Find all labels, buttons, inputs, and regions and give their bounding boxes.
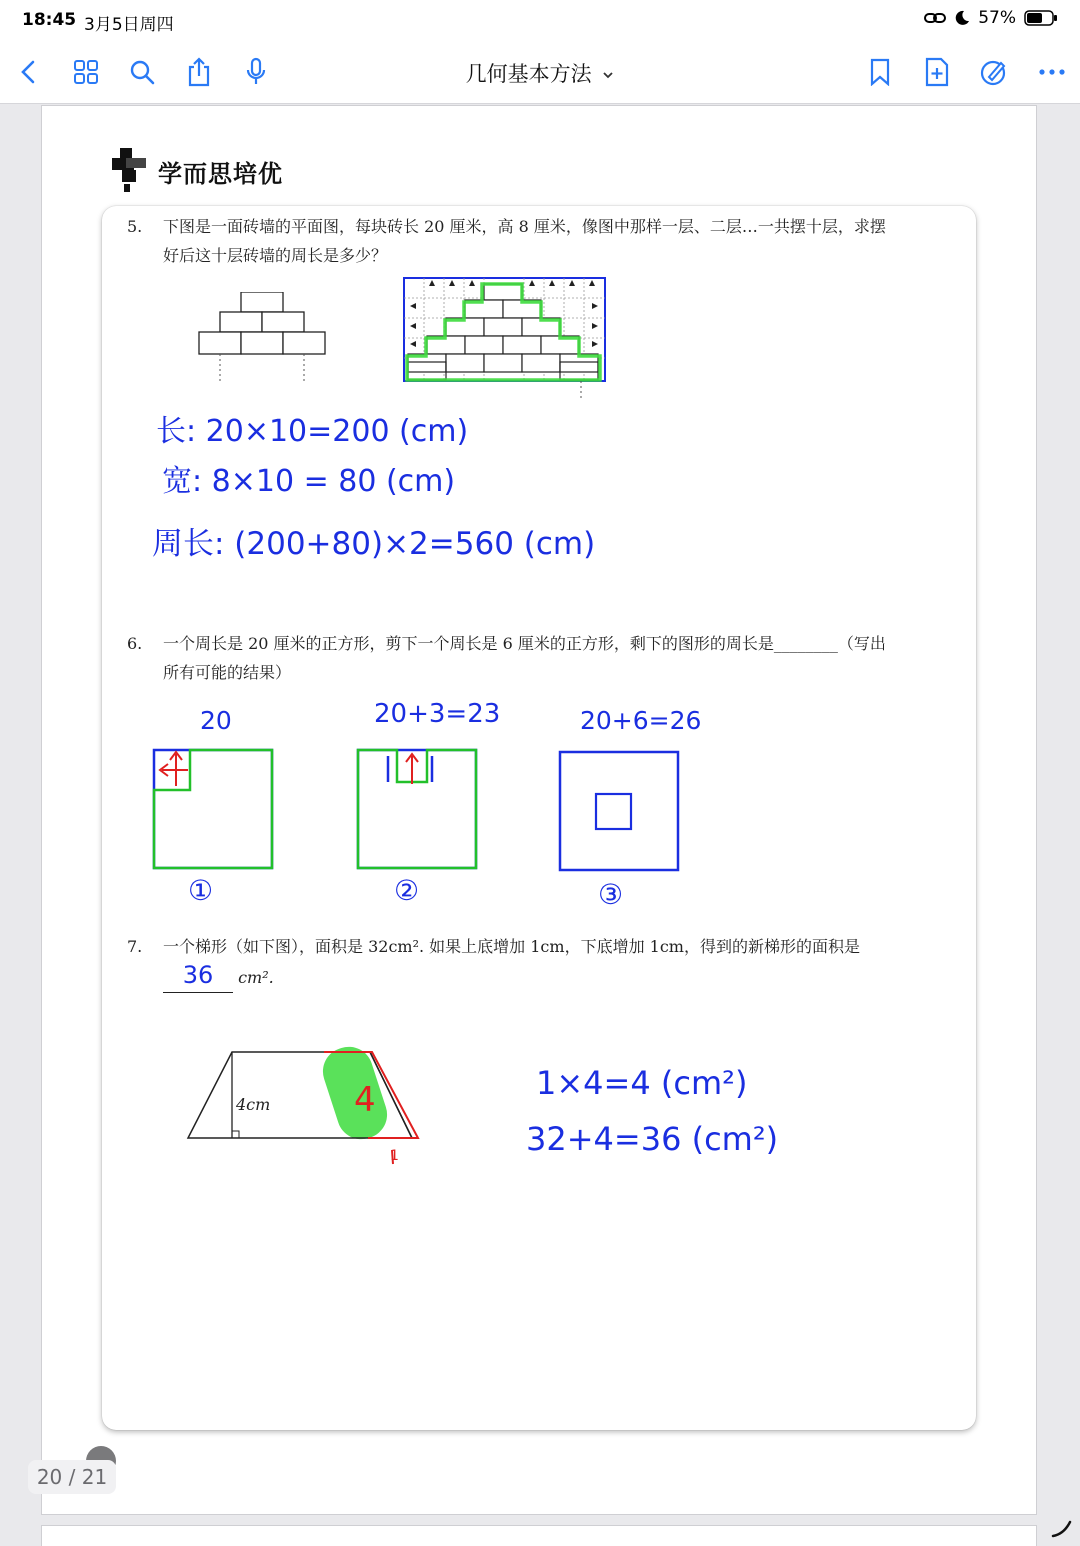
brick-wall-large-diagram bbox=[402, 276, 612, 400]
status-right bbox=[924, 8, 1058, 28]
question-7-unit: cm². bbox=[238, 968, 274, 987]
pencil-tip-icon bbox=[1050, 1518, 1074, 1540]
q7-highlight-four: 4 bbox=[354, 1080, 376, 1120]
more-button[interactable] bbox=[1034, 54, 1070, 90]
q7-increase-one: 1 bbox=[390, 1148, 399, 1164]
markup-button[interactable] bbox=[976, 54, 1012, 90]
q5-width-calc: 宽: 8×10 = 80 (cm) bbox=[162, 464, 456, 499]
brand-logo bbox=[112, 148, 283, 194]
question-7-answer-blank bbox=[163, 961, 233, 993]
q6-square-case1 bbox=[150, 746, 280, 886]
add-page-icon bbox=[924, 57, 950, 87]
grid-icon bbox=[73, 59, 99, 85]
share-button[interactable] bbox=[181, 54, 217, 90]
bookmark-button[interactable] bbox=[862, 54, 898, 90]
pdf-page[interactable] bbox=[41, 105, 1037, 1515]
next-pdf-page[interactable] bbox=[41, 1525, 1037, 1546]
markup-pen-icon bbox=[980, 58, 1008, 86]
q6-square-case3 bbox=[556, 746, 686, 886]
question-7-line2 bbox=[163, 961, 957, 993]
question-6 bbox=[127, 629, 957, 687]
back-button[interactable] bbox=[10, 54, 46, 90]
search-button[interactable] bbox=[124, 54, 160, 90]
q7-calc-2: 32+4=36 (cm²) bbox=[526, 1120, 779, 1158]
bookmark-icon bbox=[869, 58, 891, 86]
q7-calc-1: 1×4=4 (cm²) bbox=[536, 1064, 748, 1102]
q6-case2-result: 20+3=23 bbox=[374, 699, 501, 729]
q6-label-1: ① bbox=[188, 874, 214, 907]
worksheet-card bbox=[102, 206, 976, 1430]
add-page-button[interactable] bbox=[919, 54, 955, 90]
q6-label-3: ③ bbox=[598, 878, 624, 911]
moon-icon bbox=[954, 10, 970, 26]
q5-perimeter-calc: 周长: (200+80)×2=560 (cm) bbox=[152, 526, 596, 562]
question-5-number: 5. bbox=[127, 217, 143, 236]
logo-text: 学而思培优 bbox=[158, 159, 283, 188]
q6-case3-result: 20+6=26 bbox=[580, 706, 702, 735]
question-7 bbox=[127, 932, 957, 993]
microphone-icon bbox=[245, 57, 267, 87]
status-time: 18:45 bbox=[22, 10, 77, 30]
q5-length-calc: 长: 20×10=200 (cm) bbox=[156, 414, 469, 449]
q6-square-case2 bbox=[354, 746, 484, 886]
q7-height-label: 4cm bbox=[236, 1095, 271, 1114]
document-title-text: 几何基本方法 bbox=[465, 62, 592, 86]
share-icon bbox=[186, 57, 212, 87]
document-title[interactable] bbox=[440, 58, 640, 88]
question-7-number: 7. bbox=[127, 937, 143, 956]
page-indicator-text: 20 / 21 bbox=[36, 1465, 108, 1489]
status-bar bbox=[0, 0, 1080, 42]
brick-wall-small-diagram bbox=[198, 292, 330, 384]
q6-case1-result: 20 bbox=[200, 706, 232, 735]
search-icon bbox=[129, 59, 155, 85]
question-5-line1: 下图是一面砖墙的平面图，每块砖长 20 厘米，高 8 厘米，像图中那样一层、二层…一共摆十层，求摆 bbox=[163, 217, 886, 236]
question-6-number: 6. bbox=[127, 634, 143, 653]
question-6-line2: 所有可能的结果） bbox=[163, 663, 292, 682]
thumbnails-button[interactable] bbox=[68, 54, 104, 90]
logo-mark-icon bbox=[112, 148, 148, 194]
question-7-line1: 一个梯形（如下图），面积是 32cm². 如果上底增加 1cm，下底增加 1cm，得到的新梯形的面积是 bbox=[163, 937, 860, 956]
status-date: 3月5日周四 bbox=[84, 15, 174, 35]
question-5-line2: 好后这十层砖墙的周长是多少？ bbox=[163, 246, 388, 265]
app-toolbar bbox=[0, 42, 1080, 104]
battery-percent: 57% bbox=[978, 8, 1016, 28]
link-icon bbox=[924, 11, 946, 25]
q7-answer: 36 bbox=[182, 961, 214, 989]
page-indicator bbox=[28, 1460, 116, 1494]
chevron-down-icon bbox=[602, 70, 614, 80]
battery-icon bbox=[1024, 10, 1058, 26]
microphone-button[interactable] bbox=[238, 54, 274, 90]
q6-label-2: ② bbox=[394, 874, 420, 907]
question-6-line1: 一个周长是 20 厘米的正方形，剪下一个周长是 6 厘米的正方形，剩下的图形的周长是________（写出 bbox=[163, 634, 886, 653]
more-icon bbox=[1038, 68, 1066, 76]
chevron-left-icon bbox=[18, 59, 38, 85]
question-5 bbox=[127, 212, 957, 270]
